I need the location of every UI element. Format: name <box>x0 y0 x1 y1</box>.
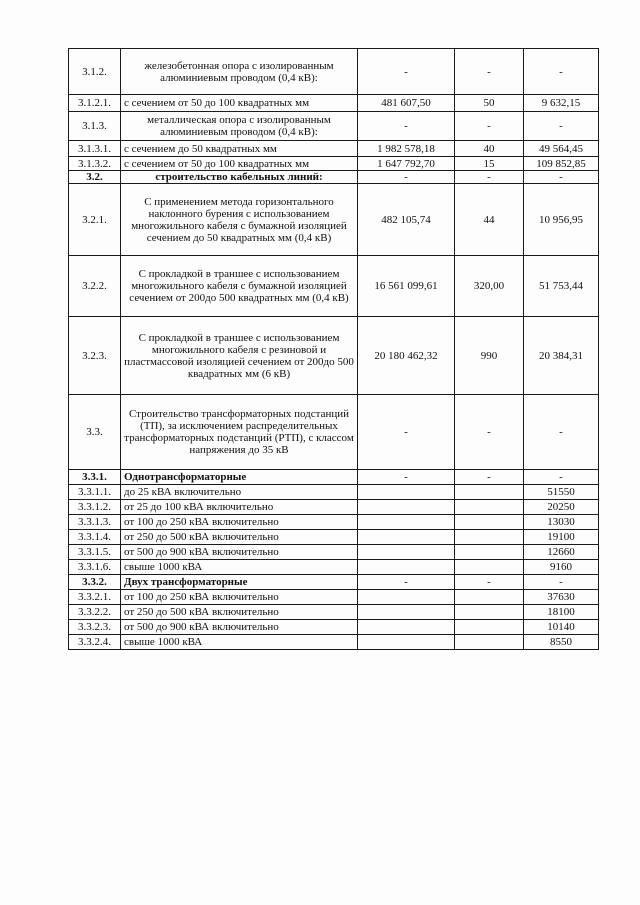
row-rate: 18100 <box>524 605 599 620</box>
row-number: 3.1.3.2. <box>69 157 121 171</box>
row-cost: - <box>358 395 455 470</box>
row-number: 3.3. <box>69 395 121 470</box>
row-rate: 9160 <box>524 560 599 575</box>
table-row <box>69 256 599 317</box>
row-length: 40 <box>455 141 524 157</box>
row-rate: 51 753,44 <box>524 256 599 317</box>
table-row <box>69 485 599 500</box>
row-cost <box>358 560 455 575</box>
row-cost: - <box>358 112 455 141</box>
row-number: 3.3.1.5. <box>69 545 121 560</box>
row-description: свыше 1000 кВА <box>121 560 358 575</box>
row-length <box>455 485 524 500</box>
row-rate: - <box>524 575 599 590</box>
row-number: 3.3.1.4. <box>69 530 121 545</box>
row-length <box>455 500 524 515</box>
row-cost <box>358 635 455 650</box>
row-description: Строительство трансформаторных подстанций (ТП), за исключением распределительных трансформаторных подстанций (РТП), с классом напряжения до 35 кВ <box>121 395 358 470</box>
table-row <box>69 515 599 530</box>
row-length: - <box>455 171 524 184</box>
row-length <box>455 620 524 635</box>
row-rate: 12660 <box>524 545 599 560</box>
row-description: Однотрансформаторные <box>121 470 358 485</box>
row-description: от 100 до 250 кВА включительно <box>121 590 358 605</box>
row-description: до 25 кВА включительно <box>121 485 358 500</box>
row-description: металлическая опора с изолированным алюминиевым проводом (0,4 кВ): <box>121 112 358 141</box>
table-row <box>69 545 599 560</box>
row-description: С прокладкой в траншее с использованием многожильного кабеля с резиновой и пластмассовой изоляцией сечением от 200до 500 квадратных мм (6 кВ) <box>121 317 358 395</box>
row-cost <box>358 530 455 545</box>
table-row <box>69 49 599 95</box>
row-description: от 100 до 250 кВА включительно <box>121 515 358 530</box>
row-description: свыше 1000 кВА <box>121 635 358 650</box>
table-row <box>69 575 599 590</box>
table-row <box>69 184 599 256</box>
table-row <box>69 157 599 171</box>
row-cost: - <box>358 470 455 485</box>
row-length <box>455 560 524 575</box>
row-number: 3.1.3. <box>69 112 121 141</box>
row-cost <box>358 605 455 620</box>
table-row <box>69 635 599 650</box>
row-number: 3.2.3. <box>69 317 121 395</box>
row-number: 3.1.3.1. <box>69 141 121 157</box>
row-length <box>455 605 524 620</box>
row-number: 3.3.2.4. <box>69 635 121 650</box>
row-rate: - <box>524 49 599 95</box>
row-rate: 20250 <box>524 500 599 515</box>
tariff-table <box>68 48 599 650</box>
row-length <box>455 635 524 650</box>
row-number: 3.3.1.1. <box>69 485 121 500</box>
row-description: с сечением от 50 до 100 квадратных мм <box>121 157 358 171</box>
row-number: 3.3.1. <box>69 470 121 485</box>
row-cost <box>358 545 455 560</box>
row-rate: 8550 <box>524 635 599 650</box>
row-number: 3.3.2.1. <box>69 590 121 605</box>
row-number: 3.3.1.6. <box>69 560 121 575</box>
table-row <box>69 470 599 485</box>
row-cost: - <box>358 171 455 184</box>
row-length: 320,00 <box>455 256 524 317</box>
row-description: строительство кабельных линий: <box>121 171 358 184</box>
row-length: 15 <box>455 157 524 171</box>
row-description: железобетонная опора с изолированным алюминиевым проводом (0,4 кВ): <box>121 49 358 95</box>
row-cost: 482 105,74 <box>358 184 455 256</box>
row-cost <box>358 620 455 635</box>
table-row <box>69 95 599 112</box>
table-row <box>69 317 599 395</box>
row-number: 3.1.2. <box>69 49 121 95</box>
row-number: 3.2.2. <box>69 256 121 317</box>
row-length <box>455 515 524 530</box>
row-rate: 37630 <box>524 590 599 605</box>
tariff-table-body <box>69 49 599 650</box>
row-rate: - <box>524 112 599 141</box>
row-cost <box>358 500 455 515</box>
row-cost: 481 607,50 <box>358 95 455 112</box>
row-cost <box>358 485 455 500</box>
row-number: 3.3.1.3. <box>69 515 121 530</box>
row-rate: 9 632,15 <box>524 95 599 112</box>
row-rate: - <box>524 470 599 485</box>
row-cost: - <box>358 49 455 95</box>
row-rate: - <box>524 171 599 184</box>
row-cost <box>358 515 455 530</box>
row-number: 3.1.2.1. <box>69 95 121 112</box>
row-length: - <box>455 112 524 141</box>
row-rate: 51550 <box>524 485 599 500</box>
table-row <box>69 500 599 515</box>
row-cost: 1 647 792,70 <box>358 157 455 171</box>
row-description: С прокладкой в траншее с использованием многожильного кабеля с бумажной изоляцией сечением от 200до 500 квадратных мм (0,4 кВ) <box>121 256 358 317</box>
table-row <box>69 605 599 620</box>
row-rate: 13030 <box>524 515 599 530</box>
row-number: 3.3.2.3. <box>69 620 121 635</box>
table-row <box>69 395 599 470</box>
table-row <box>69 590 599 605</box>
row-cost: 16 561 099,61 <box>358 256 455 317</box>
row-length: 50 <box>455 95 524 112</box>
row-description: от 250 до 500 кВА включительно <box>121 530 358 545</box>
row-rate: 20 384,31 <box>524 317 599 395</box>
table-row <box>69 620 599 635</box>
row-length: - <box>455 49 524 95</box>
row-cost <box>358 590 455 605</box>
row-length: - <box>455 575 524 590</box>
row-number: 3.2.1. <box>69 184 121 256</box>
row-cost: - <box>358 575 455 590</box>
row-rate: 109 852,85 <box>524 157 599 171</box>
row-cost: 20 180 462,32 <box>358 317 455 395</box>
row-length: 44 <box>455 184 524 256</box>
row-description: от 250 до 500 кВА включительно <box>121 605 358 620</box>
row-description: с сечением до 50 квадратных мм <box>121 141 358 157</box>
row-length: - <box>455 470 524 485</box>
row-rate: 10 956,95 <box>524 184 599 256</box>
row-length <box>455 530 524 545</box>
row-length <box>455 545 524 560</box>
row-number: 3.3.1.2. <box>69 500 121 515</box>
row-number: 3.3.2.2. <box>69 605 121 620</box>
table-row <box>69 530 599 545</box>
row-description: С применением метода горизонтального наклонного бурения с использованием многожильного кабеля с бумажной изоляцией сечением до 50 квадратных мм (0,4 кВ) <box>121 184 358 256</box>
row-rate: - <box>524 395 599 470</box>
table-row <box>69 560 599 575</box>
row-number: 3.2. <box>69 171 121 184</box>
row-length <box>455 590 524 605</box>
row-description: Двух трансформаторные <box>121 575 358 590</box>
table-row <box>69 171 599 184</box>
row-rate: 49 564,45 <box>524 141 599 157</box>
row-description: от 500 до 900 кВА включительно <box>121 545 358 560</box>
row-length: - <box>455 395 524 470</box>
row-rate: 19100 <box>524 530 599 545</box>
row-number: 3.3.2. <box>69 575 121 590</box>
row-description: от 500 до 900 кВА включительно <box>121 620 358 635</box>
row-description: с сечением от 50 до 100 квадратных мм <box>121 95 358 112</box>
row-cost: 1 982 578,18 <box>358 141 455 157</box>
table-row <box>69 141 599 157</box>
row-rate: 10140 <box>524 620 599 635</box>
row-description: от 25 до 100 кВА включительно <box>121 500 358 515</box>
table-row <box>69 112 599 141</box>
row-length: 990 <box>455 317 524 395</box>
